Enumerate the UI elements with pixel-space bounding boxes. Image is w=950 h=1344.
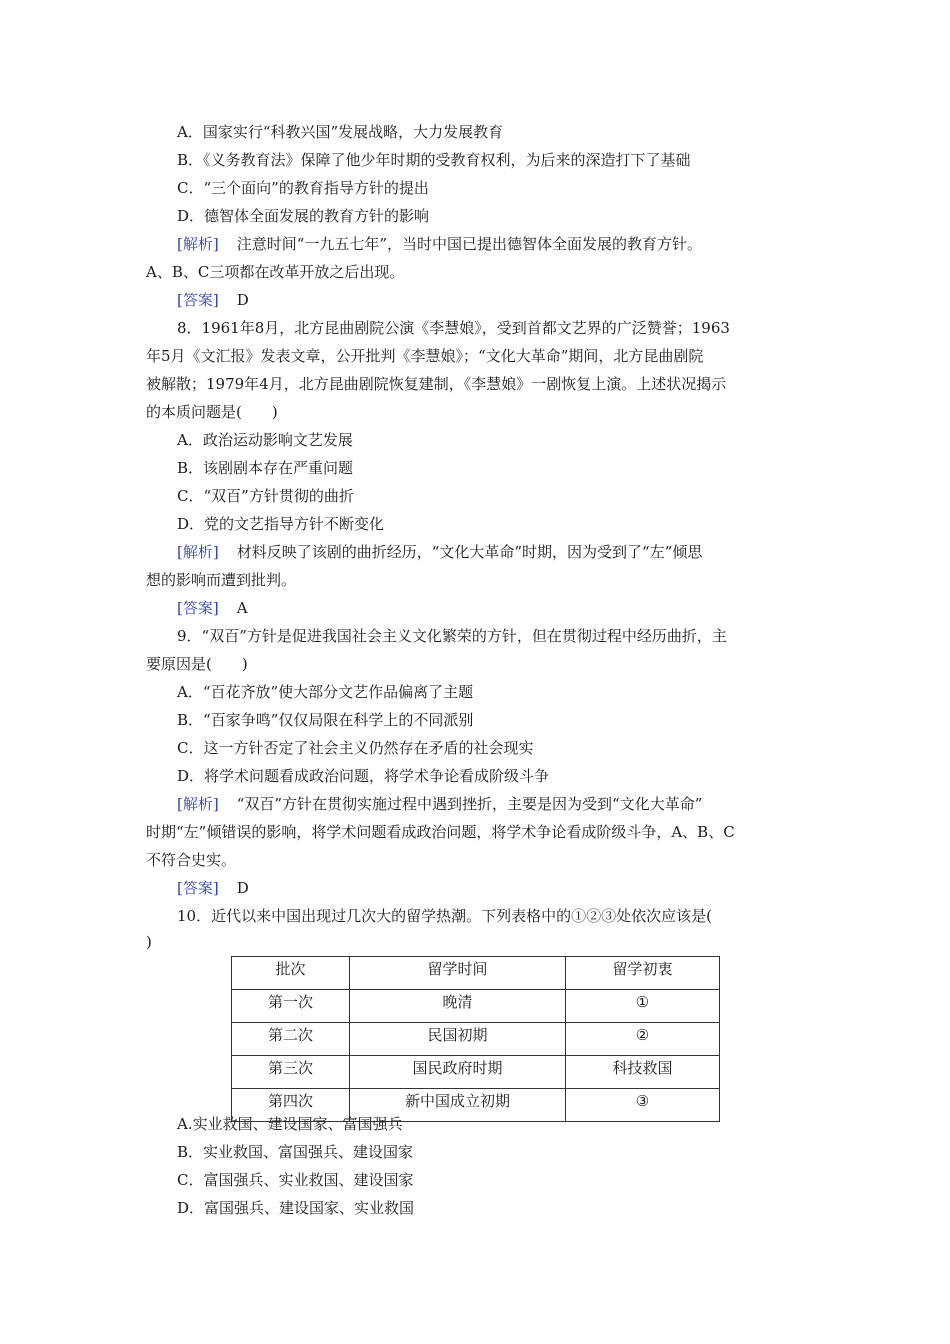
analysis-text: 注意时间“一九五七年”，当时中国已提出德智体全面发展的教育方针。 [236, 235, 703, 253]
answer-value: D [236, 879, 249, 897]
q9-analysis [177, 794, 702, 814]
q7-option-a: A．国家实行“科教兴国”发展战略，大力发展教育 [177, 123, 504, 141]
q8-option-b: B．该剧剧本存在严重问题 [177, 459, 354, 477]
table-cell: 第一次 [232, 990, 350, 1023]
q10-stem-cont: ) [146, 933, 152, 951]
q7-option-c: C．“三个面向”的教育指导方针的提出 [177, 179, 429, 197]
q9-analysis-cont: 时期“左”倾错误的影响，将学术问题看成政治问题，将学术争论看成阶级斗争，A、B、C [146, 823, 735, 841]
table-header-cell: 留学初衷 [566, 957, 720, 990]
table-cell: 国民政府时期 [350, 1056, 566, 1089]
analysis-text: “双百”方针在贯彻实施过程中遇到挫折，主要是因为受到“文化大革命” [236, 795, 703, 813]
analysis-tag: [解析] [177, 235, 219, 253]
q7-analysis [177, 234, 702, 254]
table-cell: 新中国成立初期 [350, 1089, 566, 1122]
table-cell: 第二次 [232, 1023, 350, 1056]
table-cell: ② [566, 1023, 720, 1056]
q10-option-d: D．富国强兵、建设国家、实业救国 [177, 1199, 415, 1217]
q10-option-c: C．富国强兵、实业救国、建设国家 [177, 1171, 414, 1189]
table-cell: ③ [566, 1089, 720, 1122]
q10-option-a: A.实业救国、建设国家、富国强兵 [177, 1115, 403, 1133]
table-header-row [232, 957, 720, 990]
study-abroad-table [231, 956, 720, 1122]
q9-option-d: D．将学术问题看成政治问题，将学术争论看成阶级斗争 [177, 767, 550, 785]
q8-answer [177, 598, 248, 618]
q8-analysis [177, 542, 702, 562]
answer-value: D [236, 291, 249, 309]
table-row [232, 1056, 720, 1089]
q8-stem-cont: 的本质问题是( ) [146, 403, 278, 421]
table-cell: ① [566, 990, 720, 1023]
q9-option-c: C．这一方针否定了社会主义仍然存在矛盾的社会现实 [177, 739, 534, 757]
q10-option-b: B．实业救国、富国强兵、建设国家 [177, 1143, 414, 1161]
analysis-tag: [解析] [177, 543, 219, 561]
table-cell: 第四次 [232, 1089, 350, 1122]
table-row [232, 1023, 720, 1056]
answer-value: A [236, 599, 248, 617]
q9-option-b: B．“百家争鸣”仅仅局限在科学上的不同派别 [177, 711, 474, 729]
q8-stem-cont: 年5月《文汇报》发表文章，公开批判《李慧娘》；“文化大革命”期间，北方昆曲剧院 [146, 347, 704, 365]
q8-option-c: C．“双百”方针贯彻的曲折 [177, 487, 354, 505]
table-cell: 科技救国 [566, 1056, 720, 1089]
q9-stem: 9．“双百”方针是促进我国社会主义文化繁荣的方针，但在贯彻过程中经历曲折，主 [177, 627, 727, 645]
table-row [232, 990, 720, 1023]
q8-stem-cont: 被解散；1979年4月，北方昆曲剧院恢复建制，《李慧娘》一剧恢复上演。上述状况揭示 [146, 375, 727, 393]
q7-option-d: D．德智体全面发展的教育方针的影响 [177, 207, 430, 225]
q9-analysis-cont: 不符合史实。 [146, 851, 237, 869]
q8-option-d: D．党的文艺指导方针不断变化 [177, 515, 385, 533]
answer-tag: [答案] [177, 879, 219, 897]
analysis-tag: [解析] [177, 795, 219, 813]
q10-stem: 10．近代以来中国出现过几次大的留学热潮。下列表格中的①②③处依次应该是( [177, 907, 712, 925]
table-cell: 晚清 [350, 990, 566, 1023]
table-cell: 民国初期 [350, 1023, 566, 1056]
table-header-cell: 留学时间 [350, 957, 566, 990]
q9-option-a: A．“百花齐放”使大部分文艺作品偏离了主题 [177, 683, 474, 701]
q7-analysis-cont: A、B、C三项都在改革开放之后出现。 [146, 263, 405, 281]
q8-option-a: A．政治运动影响文艺发展 [177, 431, 353, 449]
q9-stem-cont: 要原因是( ) [146, 655, 248, 673]
q7-answer [177, 290, 249, 310]
table-header-cell: 批次 [232, 957, 350, 990]
q8-stem: 8．1961年8月，北方昆曲剧院公演《李慧娘》，受到首都文艺界的广泛赞誉；1963 [177, 319, 730, 337]
q8-analysis-cont: 想的影响而遭到批判。 [146, 571, 297, 589]
q9-answer [177, 878, 249, 898]
q7-option-b: B．《义务教育法》保障了他少年时期的受教育权利，为后来的深造打下了基础 [177, 151, 691, 169]
answer-tag: [答案] [177, 291, 219, 309]
analysis-text: 材料反映了该剧的曲折经历，“文化大革命”时期，因为受到了“左”倾思 [236, 543, 703, 561]
answer-tag: [答案] [177, 599, 219, 617]
table-cell: 第三次 [232, 1056, 350, 1089]
